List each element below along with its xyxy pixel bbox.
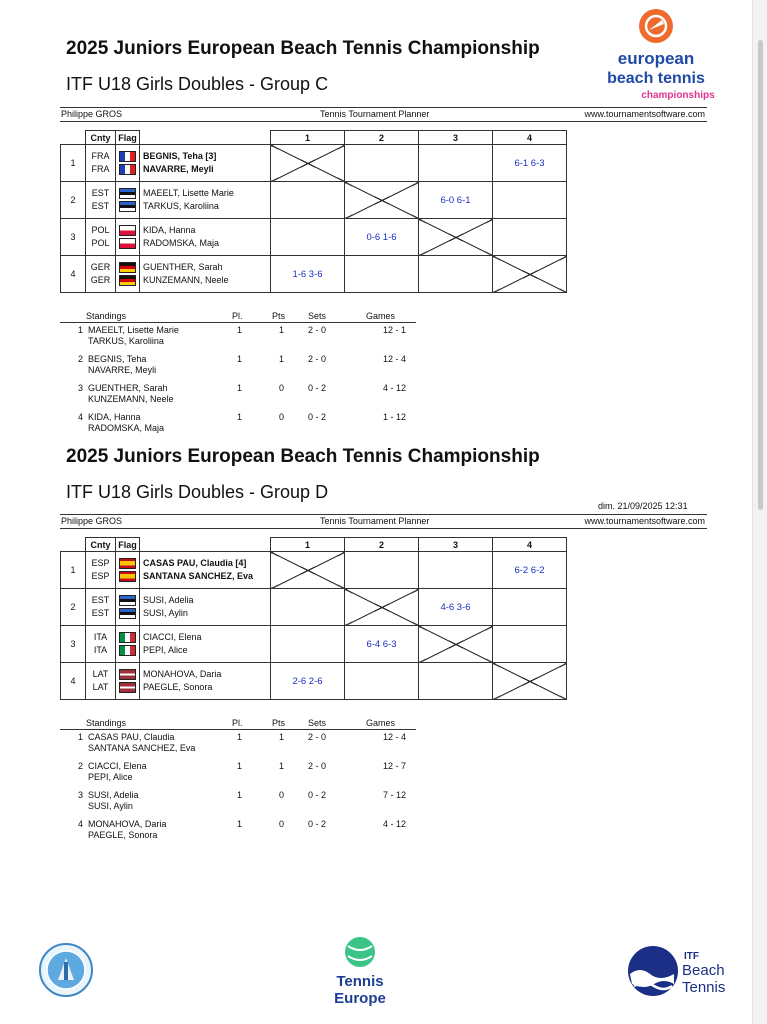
score-cell[interactable] [345, 663, 419, 700]
country-codes: ESP ESP [86, 552, 116, 589]
flag-header: Flag [116, 131, 140, 145]
score-cell[interactable] [271, 589, 345, 626]
draw-row [61, 663, 567, 700]
sets-header: Sets [308, 718, 327, 728]
software-name: Tennis Tournament Planner [320, 109, 430, 119]
draw-position: 2 [61, 589, 86, 626]
draw-row [61, 552, 567, 589]
col-header-4: 4 [493, 538, 567, 552]
flag-estonia [116, 589, 140, 626]
team-names[interactable]: CIACCI, Elena PEPI, Alice [140, 626, 271, 663]
pl-header: Pl. [232, 311, 243, 321]
referee-name: Philippe GROS [61, 109, 123, 119]
standings-row: 3 GUENTHER, Sarah KUNZEMANN, Neele 1 0 0 - 2 4 - 12 [78, 383, 406, 404]
svg-text:ITF: ITF [684, 951, 699, 962]
standings-table [60, 311, 416, 441]
self-cell [345, 182, 419, 219]
score-cell[interactable]: 6-0 6-1 [419, 182, 493, 219]
self-cell [345, 589, 419, 626]
pts-header: Pts [272, 718, 286, 728]
score-cell[interactable]: 4-6 3-6 [419, 589, 493, 626]
standings-row: 2 CIACCI, Elena PEPI, Alice 1 1 2 - 0 12 - 7 [78, 761, 406, 782]
standings-header [60, 718, 416, 730]
score-cell[interactable]: 2-6 2-6 [271, 663, 345, 700]
flag-germany [116, 256, 140, 293]
score-cell[interactable]: 0-6 1-6 [345, 219, 419, 256]
country-codes: EST EST [86, 589, 116, 626]
team-names[interactable]: BEGNIS, Teha [3] NAVARRE, Meyli [140, 145, 271, 182]
self-cell [271, 145, 345, 182]
score-cell[interactable] [493, 219, 567, 256]
country-codes: FRA FRA [86, 145, 116, 182]
tennis-europe-ball-icon [318, 934, 402, 1008]
games-header: Games [366, 311, 396, 321]
svg-text:Tennis: Tennis [682, 979, 726, 996]
score-cell[interactable] [419, 145, 493, 182]
svg-text:Tennis: Tennis [336, 973, 384, 990]
country-codes: POL POL [86, 219, 116, 256]
col-header-4: 4 [493, 131, 567, 145]
score-cell[interactable] [419, 552, 493, 589]
flag-spain [116, 552, 140, 589]
col-header-2: 2 [345, 538, 419, 552]
tennis-europe-logo [318, 934, 402, 1008]
standings-label: Standings [86, 718, 127, 728]
event-title: 2025 Juniors European Beach Tennis Championship [66, 38, 540, 59]
cnty-header: Cnty [86, 538, 116, 552]
standings-row: 1 MAEELT, Lisette Marie TARKUS, Karoliina 1 1 2 - 0 12 - 1 [78, 325, 406, 346]
group-subtitle: ITF U18 Girls Doubles - Group C [66, 74, 329, 94]
scrollbar[interactable] [752, 0, 767, 1024]
draw-position: 4 [61, 663, 86, 700]
european-beach-tennis-logo [594, 6, 718, 106]
col-header-1: 1 [271, 538, 345, 552]
pts-header: Pts [272, 311, 286, 321]
draw-row [61, 182, 567, 219]
col-header-1: 1 [271, 131, 345, 145]
score-cell[interactable] [493, 182, 567, 219]
website-link[interactable]: www.tournamentsoftware.com [584, 516, 705, 526]
flag-france [116, 145, 140, 182]
draw-position: 1 [61, 145, 86, 182]
team-names[interactable]: SUSI, Adelia SUSI, Aylin [140, 589, 271, 626]
website-link[interactable]: www.tournamentsoftware.com [584, 109, 705, 119]
standings-label: Standings [86, 311, 127, 321]
score-cell[interactable]: 6-4 6-3 [345, 626, 419, 663]
svg-text:beach tennis: beach tennis [607, 70, 705, 87]
draw-position: 1 [61, 552, 86, 589]
itf-wave-icon [626, 944, 736, 998]
standings-header [60, 311, 416, 323]
country-codes: EST EST [86, 182, 116, 219]
score-cell[interactable] [271, 182, 345, 219]
draw-table [60, 130, 567, 293]
self-cell [493, 256, 567, 293]
country-codes: ITA ITA [86, 626, 116, 663]
col-header-2: 2 [345, 131, 419, 145]
score-cell[interactable] [271, 219, 345, 256]
standings-row: 4 MONAHOVA, Daria PAEGLE, Sonora 1 0 0 - 2 4 - 12 [78, 819, 406, 840]
score-cell[interactable] [345, 256, 419, 293]
draw-row [61, 145, 567, 182]
pl-header: Pl. [232, 718, 243, 728]
team-names[interactable]: KIDA, Hanna RADOMSKA, Maja [140, 219, 271, 256]
self-cell [493, 663, 567, 700]
draw-row [61, 626, 567, 663]
score-cell[interactable]: 6-1 6-3 [493, 145, 567, 182]
score-cell[interactable] [271, 626, 345, 663]
referee-name: Philippe GROS [61, 516, 123, 526]
draw-position: 4 [61, 256, 86, 293]
event-title: 2025 Juniors European Beach Tennis Championship [66, 446, 540, 467]
flag-italy [116, 626, 140, 663]
itf-beach-tennis-logo [626, 944, 736, 998]
draw-position: 3 [61, 626, 86, 663]
planner-info-row [60, 514, 707, 529]
team-names[interactable]: GUENTHER, Sarah KUNZEMANN, Neele [140, 256, 271, 293]
software-name: Tennis Tournament Planner [320, 516, 430, 526]
self-cell [419, 219, 493, 256]
seal-icon [38, 942, 94, 998]
ebt-ball-icon [594, 6, 718, 106]
svg-text:Europe: Europe [334, 990, 386, 1007]
flag-estonia [116, 182, 140, 219]
score-cell[interactable]: 6-2 6-2 [493, 552, 567, 589]
self-cell [419, 626, 493, 663]
draw-row [61, 589, 567, 626]
country-codes: LAT LAT [86, 663, 116, 700]
col-header-3: 3 [419, 538, 493, 552]
draw-row [61, 256, 567, 293]
svg-text:european: european [617, 49, 695, 68]
team-names[interactable]: MONAHOVA, Daria PAEGLE, Sonora [140, 663, 271, 700]
score-cell[interactable] [493, 589, 567, 626]
score-cell[interactable] [345, 145, 419, 182]
country-codes: GER GER [86, 256, 116, 293]
flag-header: Flag [116, 538, 140, 552]
score-cell[interactable] [419, 663, 493, 700]
draw-position: 2 [61, 182, 86, 219]
planner-info-row [60, 107, 707, 122]
draw-table [60, 537, 567, 700]
team-names[interactable]: CASAS PAU, Claudia [4] SANTANA SANCHEZ, Eva [140, 552, 271, 589]
draw-row [61, 219, 567, 256]
team-names[interactable]: MAEELT, Lisette Marie TARKUS, Karoliina [140, 182, 271, 219]
federation-seal-logo [38, 942, 94, 998]
print-datestamp: dim. 21/09/2025 12:31 [598, 501, 688, 511]
group-subtitle: ITF U18 Girls Doubles - Group D [66, 482, 329, 502]
standings-row: 4 KIDA, Hanna RADOMSKA, Maja 1 0 0 - 2 1 - 12 [78, 412, 406, 433]
standings-row: 2 BEGNIS, Teha NAVARRE, Meyli 1 1 2 - 0 12 - 4 [78, 354, 406, 375]
standings-row: 1 CASAS PAU, Claudia SANTANA SANCHEZ, Eva 1 1 2 - 0 12 - 4 [78, 732, 406, 753]
standings-row: 3 SUSI, Adelia SUSI, Aylin 1 0 0 - 2 7 - 12 [78, 790, 406, 811]
score-cell[interactable] [493, 626, 567, 663]
self-cell [271, 552, 345, 589]
col-header-3: 3 [419, 131, 493, 145]
score-cell[interactable] [419, 256, 493, 293]
cnty-header: Cnty [86, 131, 116, 145]
scrollbar-thumb[interactable] [758, 40, 763, 510]
svg-text:Beach: Beach [682, 962, 725, 979]
flag-latvia [116, 663, 140, 700]
flag-poland [116, 219, 140, 256]
score-cell[interactable] [345, 552, 419, 589]
games-header: Games [366, 718, 396, 728]
sets-header: Sets [308, 311, 327, 321]
score-cell[interactable]: 1-6 3-6 [271, 256, 345, 293]
standings-table [60, 718, 416, 848]
draw-position: 3 [61, 219, 86, 256]
svg-text:championships: championships [641, 90, 715, 101]
